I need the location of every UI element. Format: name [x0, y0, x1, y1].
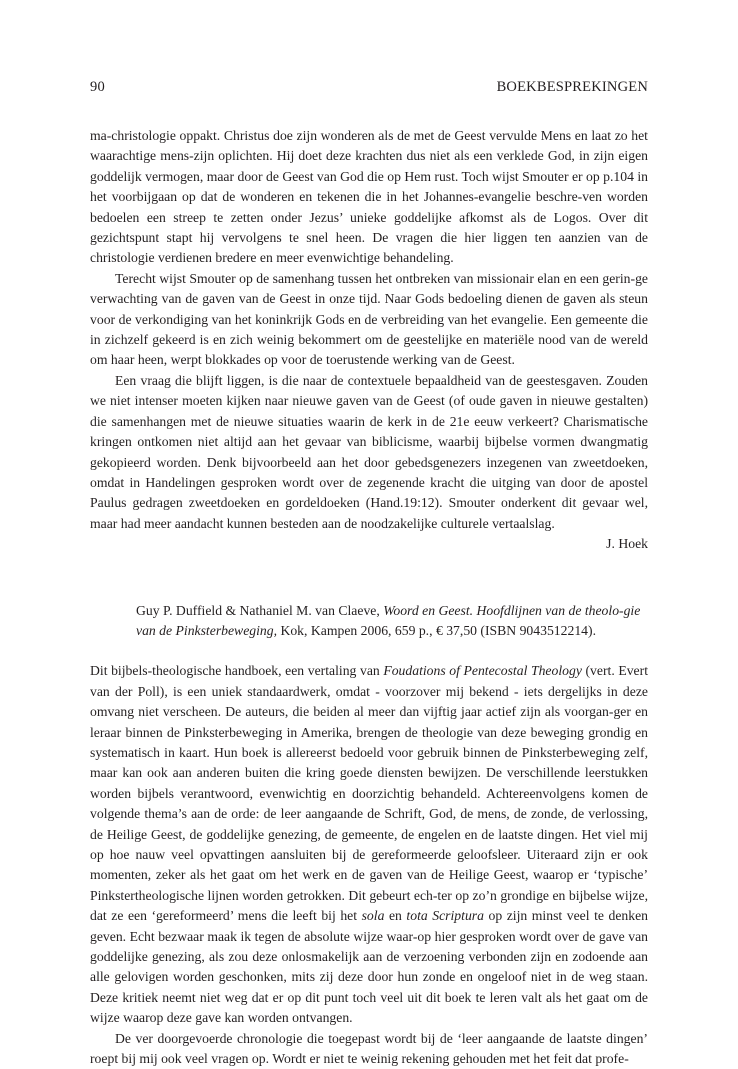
- paragraph: [90, 661, 648, 1028]
- text-run: Dit bijbels-theologische handboek, een vertaling van: [90, 663, 384, 679]
- paragraph: De ver doorgevoerde chronologie die toegepast wordt bij de ‘leer aangaande de laatste dingen’ roept bij mij ook veel vragen op. Wordt er niet te weinig rekening gehouden met het feit dat profe-: [90, 1030, 648, 1067]
- paragraph: ma-christologie oppakt. Christus doe zijn wonderen als de met de Geest vervulde Mens en laat zo het waarachtige mens-zijn oplichten. Hij doet deze krachten dus niet als een verklede God, in zijn eigen goddelijk vermogen, maar door de Geest van God die op Hem rust. Toch wijst Smouter er op p.104 in het voorbijgaan op dat de wonderen en tekenen die in het Johannes-evangelie beschre-ven worden bedoelen een streep te zetten onder Jezus’ unieke goddelijke afkomst als de Logos. Over dit gezichtspunt stapt hij vervolgens te snel heen. De vragen die hier liggen ten aanzien van de christologie verdienen bredere en meer evenwichtige behandeling.: [90, 128, 648, 266]
- running-head: [90, 78, 648, 96]
- citation-authors: Guy P. Duffield & Nathaniel M. van Claeve,: [136, 602, 384, 618]
- book-original-title: Foudations of Pentecostal Theology: [383, 663, 582, 679]
- latin-term: tota Scriptura: [406, 908, 484, 924]
- review-smouter: [90, 126, 648, 555]
- reviewer-signature: J. Hoek: [606, 536, 648, 552]
- paragraph: Terecht wijst Smouter op de samenhang tussen het ontbreken van missionair elan en een gerin-ge verwachting van de gaven van de Geest in onze tijd. Naar Gods bedoeling dienen de gaven als steun voor de verkondiging van het koninkrijk Gods en de verbreiding van het evangelie. Een gemeente die in zichzelf gekeerd is en zich weinig bekommert om de geestelijke en materiële nood van de wereld om haar heen, werpt blokkades op voor de toerustende werking van de Geest.: [90, 270, 648, 368]
- citation-title: Woord en Geest. Hoofdlijnen van de theolo-gie van de Pinksterbeweging,: [136, 602, 641, 638]
- citation-details: Kok, Kampen 2006, 659 p., € 37,50 (ISBN 9043512214).: [277, 622, 597, 638]
- book-citation: [136, 601, 648, 642]
- paragraph: Een vraag die blijft liggen, is die naar de contextuele bepaaldheid van de geestesgaven. Zouden we niet intenser moeten kijken naar nieuwe gaven van de Geest (of oude gaven in nieuwe gestalten) die samenhangen met de nieuwe situaties waarin de kerk in de 21e eeuw verkeert? Charismatische kringen ontkomen niet altijd aan het gevaar van biblicisme, waarbij bijbelse vormen dwangmatig gekopieerd worden. Denk bijvoorbeeld aan het door gebedsgenezers inzegenen van zweetdoeken, omdat in Handelingen gesproken wordt over de zegenende kracht die uitging van door de apostel Paulus gedragen zweetdoeken en gordeldoeken (Hand.19:12). Smouter onderkent dit gevaar wel, maar had meer aandacht kunnen besteden aan de noodzakelijke culturele vertaalslag.: [90, 372, 648, 531]
- text-run: op zijn minst veel te denken geven. Echt bezwaar maak ik tegen de absolute wijze waar-op hier gesproken wordt over de gave van goddelijke genezing, als zou deze onlosmakelijk aan de verzoening verbonden zijn en zodoende aan alle gelovigen worden geschonken, mits zij deze door hun zonde en ongeloof niet in de weg staan. Deze kritiek neemt niet weg dat er op dit punt toch veel uit dit boek te leren valt als het gaat om de wijze waarop deze gave kan worden ontvangen.: [90, 908, 649, 1026]
- text-run: (vert. Evert van der Poll), is een uniek standaardwerk, omdat - voorzover mij bekend - iets dergelijks in deze omvang niet verscheen. De auteurs, die beiden al meer dan vijftig jaar actief zijn als voorgan-ger en leraar binnen de Pinksterbeweging in Amerika, brengen de theologie van deze beweging grondig en systematisch in kaart. Hun boek is allereerst bedoeld voor gebruik binnen de Pinksterbeweging zelf, maar kan ook aan anderen buiten die kring goede diensten bewijzen. De verschillende leerstukken worden bijbels verantwoord, evenwichtig en doorzichtig behandeld. Achtereenvolgens komen de volgende thema’s aan de orde: de leer aangaande de Schrift, God, de mens, de zonde, de verlossing, de Heilige Geest, de goddelijke genezing, de gemeente, de engelen en de laatste dingen. Het viel mij op hoe nauw veel opvattingen aansluiten bij de gereformeerde geloofsleer. Uiteraard zijn er ook momenten, zeker als het gaat om het werk en de gaven van de Heilige Geest, waarop er ‘typische’ Pinkstertheologische lijnen worden getrokken. Dit gebeurt ech-ter op zo’n grondige en bijbelse wijze, dat ze een ‘gereformeerd’ mens die leeft bij het: [90, 663, 648, 924]
- review-duffield: [90, 661, 648, 1069]
- page-number: 90: [90, 79, 105, 95]
- section-title: BOEKBESPREKINGEN: [496, 79, 648, 95]
- page: [90, 78, 648, 1069]
- latin-term: sola: [361, 908, 385, 924]
- text-run: en: [384, 908, 407, 924]
